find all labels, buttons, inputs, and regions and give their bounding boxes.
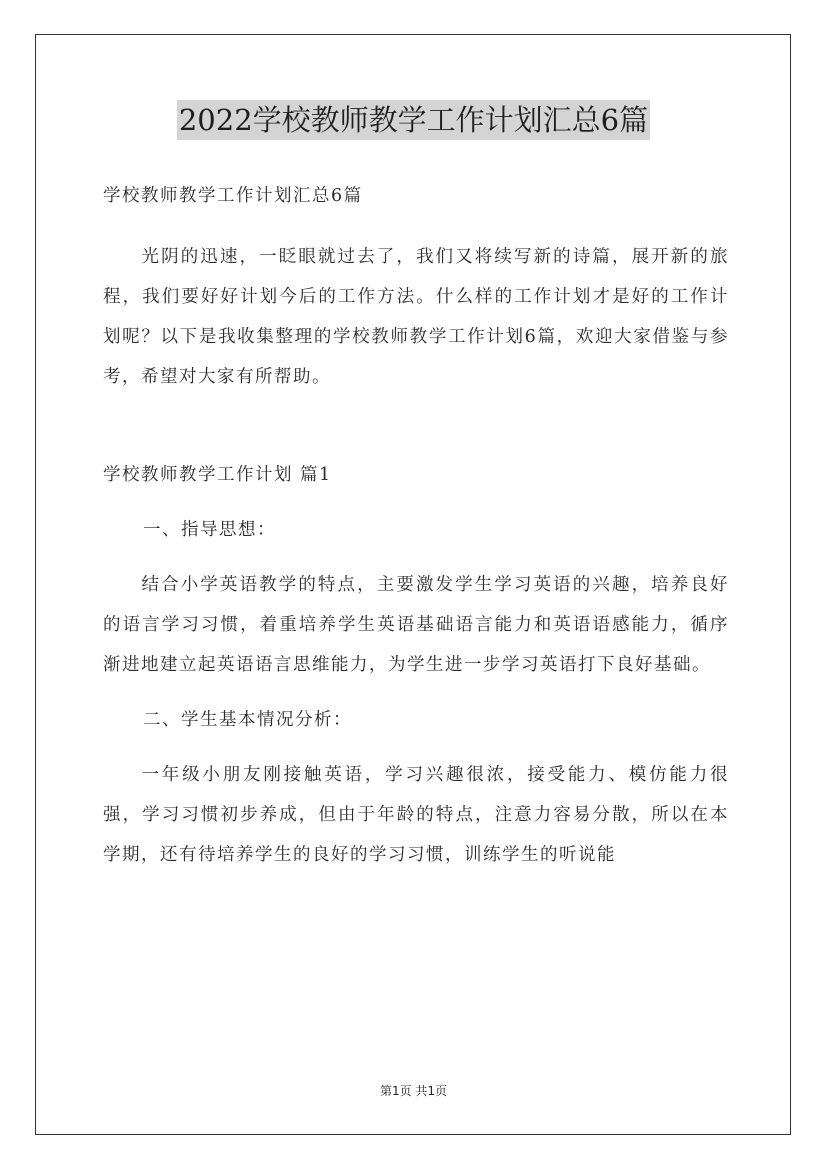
section-heading: 学校教师教学工作计划 篇1 [103,465,332,485]
paragraph-guiding-ideology: 结合小学英语教学的特点，主要激发学生学习英语的兴趣，培养良好的语言学习习惯，着重培养学生英语基础语言能力和英语语感能力，循序渐进地建立起英语语言思维能力，为学生进一步学习英语打下良好基础。 [103,575,729,675]
document-title: 2022学校教师教学工作计划汇总6篇 [177,100,650,140]
intro-paragraph: 光阴的迅速，一眨眼就过去了，我们又将续写新的诗篇，展开新的旅程，我们要好好计划今后的工作方法。什么样的工作计划才是好的工作计划呢？以下是我收集整理的学校教师教学工作计划6篇，欢迎大家借鉴与参考，希望对大家有所帮助。 [103,247,729,387]
document-subtitle: 学校教师教学工作计划汇总6篇 [103,186,363,206]
heading-student-analysis: 二、学生基本情况分析： [143,710,352,730]
document-body [103,176,729,875]
heading-guiding-ideology: 一、指导思想： [143,520,276,540]
page-footer: 第1页 共1页 [379,1084,448,1098]
paragraph-student-analysis: 一年级小朋友刚接触英语，学习兴趣很浓，接受能力、模仿能力很强，学习习惯初步养成，但由于年龄的特点，注意力容易分散，所以在本学期，还有待培养学生的良好的学习习惯，训练学生的听说能 [103,765,729,865]
title-container [0,100,827,140]
